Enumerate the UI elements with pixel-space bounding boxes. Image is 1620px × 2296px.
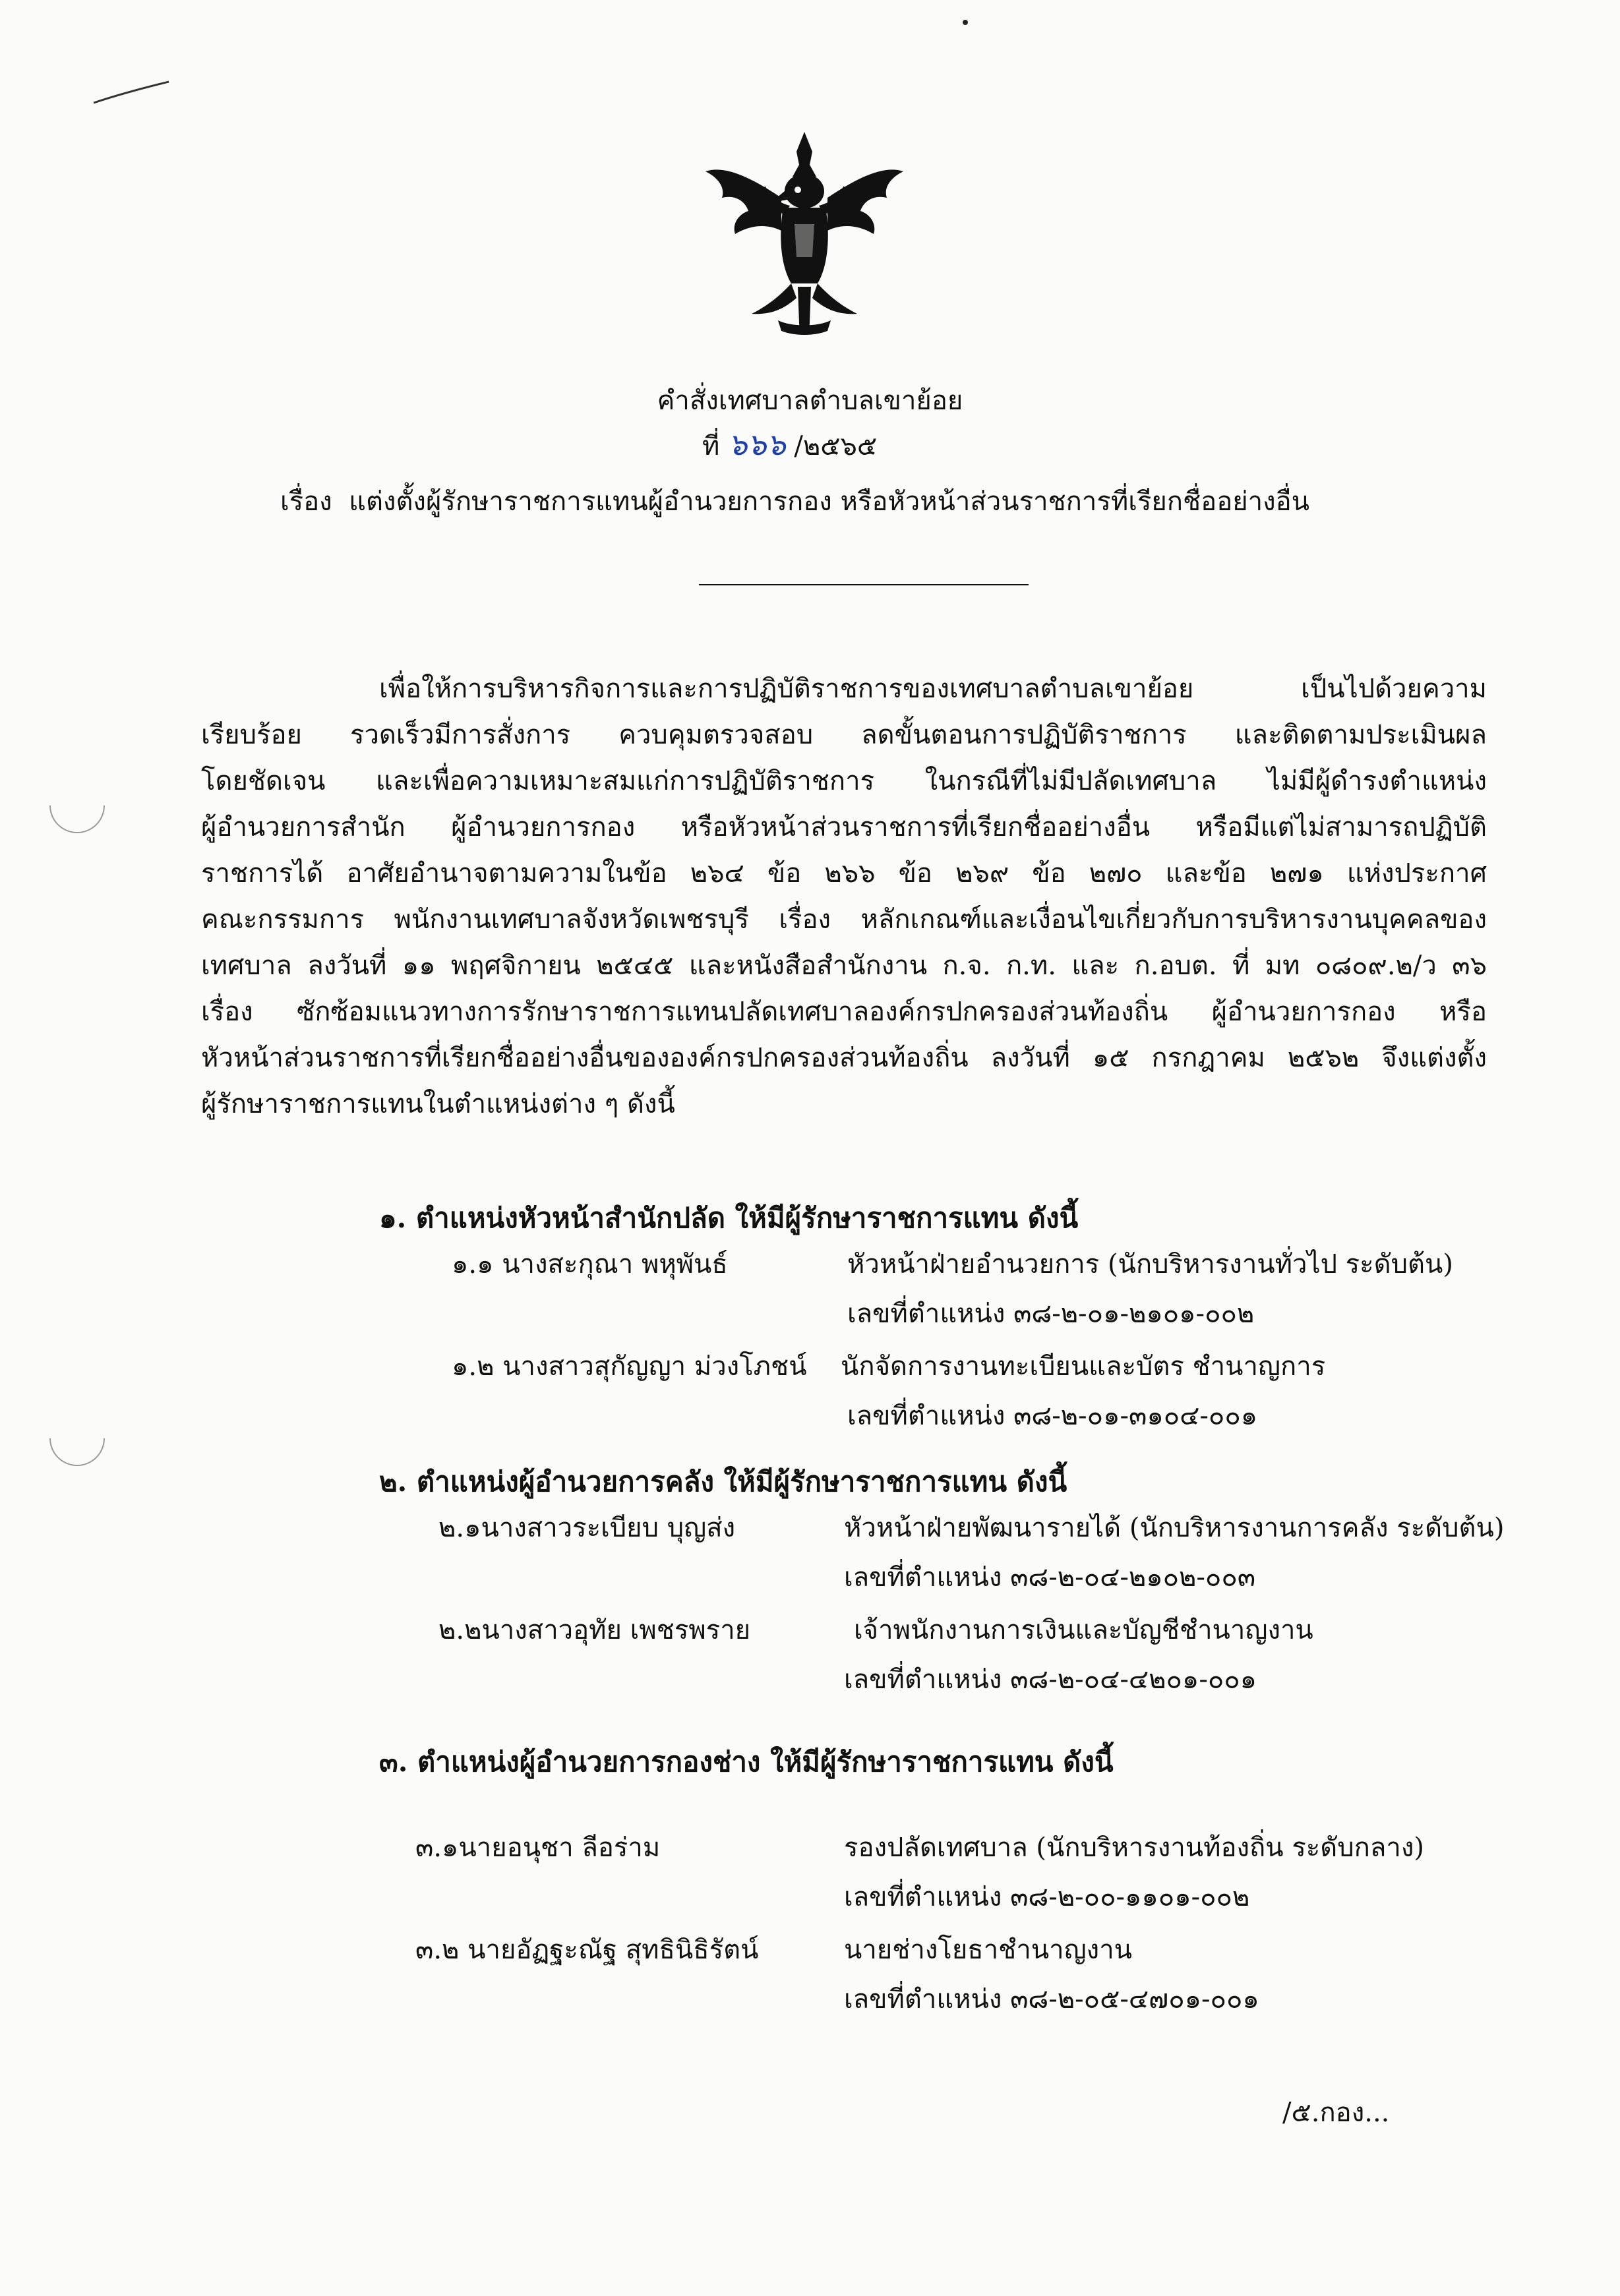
section-2-entry-1-number: เลขที่ตำแหน่ง ๓๘-๒-๐๔-๒๑๐๒-๐๐๓	[844, 1562, 1256, 1593]
body-line-6: คณะกรรมการ พนักงานเทศบาลจังหวัดเพชรบุรี เรื่อง หลักเกณฑ์และเงื่อนไขเกี่ยวกับการบริหารงานบุคคลของ	[201, 904, 1487, 935]
section-3-heading: ๓. ตำแหน่งผู้อำนวยการกองช่าง ให้มีผู้รักษาราชการแทน ดังนี้	[379, 1746, 1114, 1778]
section-3-entry-1-position: รองปลัดเทศบาล (นักบริหารงานท้องถิ่น ระดับกลาง)	[844, 1833, 1424, 1863]
section-2-entry-2-name: ๒.๒นางสาวอุทัย เพชรพราย	[438, 1615, 751, 1645]
continuation-note: /๕.กอง...	[1282, 2098, 1390, 2128]
garuda-emblem-icon	[699, 125, 910, 343]
section-2-entry-2-number: เลขที่ตำแหน่ง ๓๘-๒-๐๔-๔๒๐๑-๐๐๑	[844, 1664, 1257, 1695]
section-3-entry-2-name: ๓.๒ นายอัฏฐะณัฐ สุทธินิธิรัตน์	[415, 1935, 759, 1965]
order-number-prefix: ที่	[702, 431, 720, 461]
punch-hole-mark	[38, 1399, 117, 1478]
section-1-heading: ๑. ตำแหน่งหัวหน้าสำนักปลัด ให้มีผู้รักษาราชการแทน ดังนี้	[379, 1202, 1079, 1234]
section-3-entry-1-number: เลขที่ตำแหน่ง ๓๘-๒-๐๐-๑๑๐๑-๐๐๒	[844, 1882, 1250, 1912]
section-3-entry-1-name: ๓.๑นายอนุชา ลีอร่าม	[415, 1833, 661, 1863]
section-1-entry-1-name: ๑.๑ นางสะกุณา พหุพันธ์	[452, 1249, 728, 1280]
section-1-entry-2-name: ๑.๒ นางสาวสุกัญญา ม่วงโภชน์	[452, 1351, 807, 1382]
subject-label: เรื่อง	[280, 486, 332, 517]
body-line-5: ราชการได้ อาศัยอำนาจตามความในข้อ ๒๖๔ ข้อ ๒๖๖ ข้อ ๒๖๙ ข้อ ๒๗๐ และข้อ ๒๗๑ แห่งประกาศ	[201, 858, 1487, 889]
section-2-entry-2-position: เจ้าพนักงานการเงินและบัญชีชำนาญงาน	[854, 1615, 1313, 1645]
section-2-heading: ๒. ตำแหน่งผู้อำนวยการคลัง ให้มีผู้รักษาราชการแทน ดังนี้	[379, 1465, 1067, 1498]
section-1-entry-2-position: นักจัดการงานทะเบียนและบัตร ชำนาญการ	[841, 1351, 1326, 1382]
body-line-8: เรื่อง ซักซ้อมแนวทางการรักษาราชการแทนปลัดเทศบาลองค์กรปกครองส่วนท้องถิ่น ผู้อำนวยการกอง หรือ	[201, 997, 1487, 1027]
subject-line	[280, 480, 1309, 522]
order-number-suffix: /๒๕๖๕	[794, 431, 878, 461]
section-2-entry-1-position: หัวหน้าฝ่ายพัฒนารายได้ (นักบริหารงานการคลัง ระดับต้น)	[844, 1513, 1505, 1543]
punch-hole-mark	[38, 767, 117, 845]
section-1-entry-1-number: เลขที่ตำแหน่ง ๓๘-๒-๐๑-๒๑๐๑-๐๐๒	[847, 1299, 1255, 1329]
section-1-entry-2-number: เลขที่ตำแหน่ง ๓๘-๒-๐๑-๓๑๐๔-๐๐๑	[847, 1401, 1258, 1431]
scan-scratch-mark	[92, 79, 171, 105]
body-line-1: เพื่อให้การบริหารกิจการและการปฏิบัติราชการของเทศบาลตำบลเขาย้อย เป็นไปด้วยความ	[379, 674, 1487, 704]
body-line-10: ผู้รักษาราชการแทนในตำแหน่งต่าง ๆ ดังนี้	[201, 1089, 675, 1119]
order-number-handwritten: ๖๖๖	[728, 427, 786, 462]
section-2-entry-1-name: ๒.๑นางสาวระเบียบ บุญส่ง	[438, 1513, 736, 1543]
subject-text: แต่งตั้งผู้รักษาราชการแทนผู้อำนวยการกอง หรือหัวหน้าส่วนราชการที่เรียกชื่ออย่างอื่น	[349, 486, 1310, 517]
body-line-3: โดยชัดเจน และเพื่อความเหมาะสมแก่การปฏิบัติราชการ ในกรณีที่ไม่มีปลัดเทศบาล ไม่มีผู้ดำรงตำแหน่ง	[201, 766, 1487, 796]
scan-speck	[963, 20, 968, 25]
section-3-entry-2-position: นายช่างโยธาชำนาญงาน	[844, 1935, 1133, 1965]
body-line-7: เทศบาล ลงวันที่ ๑๑ พฤศจิกายน ๒๕๔๕ และหนังสือสำนักงาน ก.จ. ก.ท. และ ก.อบต. ที่ มท ๐๘๐๙.๒/ว ๓๖	[201, 951, 1487, 981]
body-line-4: ผู้อำนวยการสำนัก ผู้อำนวยการกอง หรือหัวหน้าส่วนราชการที่เรียกชื่ออย่างอื่น หรือมีแต่ไม่สามารถปฏิบัติ	[201, 812, 1487, 842]
body-line-9: หัวหน้าส่วนราชการที่เรียกชื่ออย่างอื่นขององค์กรปกครองส่วนท้องถิ่น ลงวันที่ ๑๕ กรกฎาคม ๒๕๖๒ จึงแต่งตั้ง	[201, 1043, 1487, 1073]
divider-rule	[699, 584, 1029, 585]
order-number	[702, 421, 877, 469]
section-3-entry-2-number: เลขที่ตำแหน่ง ๓๘-๒-๐๕-๔๗๐๑-๐๐๑	[844, 1984, 1259, 2015]
body-line-2: เรียบร้อย รวดเร็วมีการสั่งการ ควบคุมตรวจสอบ ลดขั้นตอนการปฏิบัติราชการ และติดตามประเมินผล	[201, 720, 1487, 750]
order-title: คำสั่งเทศบาลตำบลเขาย้อย	[657, 386, 963, 416]
section-1-entry-1-position: หัวหน้าฝ่ายอำนวยการ (นักบริหารงานทั่วไป ระดับต้น)	[847, 1249, 1453, 1280]
